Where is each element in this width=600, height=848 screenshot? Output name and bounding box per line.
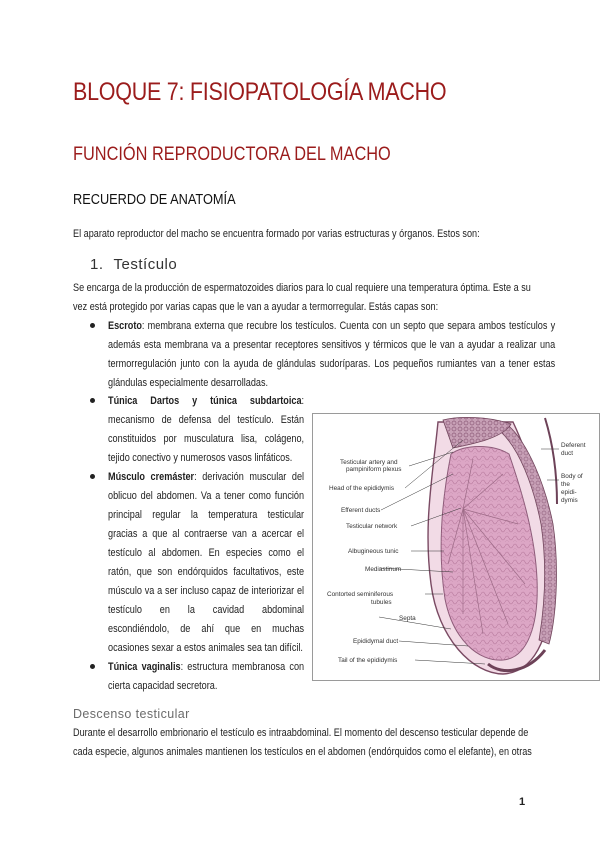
figure-label: Contorted seminiferous xyxy=(327,591,394,598)
figure-label: Tail of the epididymis xyxy=(338,657,398,664)
figure-label: Albugineous tunic xyxy=(348,548,399,555)
bullet-text: : derivación muscular del oblicuo del abdomen. Va a tener como función principal regular la temperatura testicular gracias a que al contraerse van a acercar el testículo al abdomen. En especies como el ratón, que son endórquidos facultativos, este músculo va a ser incluso capaz de interiorizar el testículo en la cavidad abdominal escondiéndolo, de ahí que en muchas ocasiones sexar a estos animales sea tan difícil. xyxy=(108,471,305,654)
figure-label: dymis xyxy=(561,497,578,504)
subheading-descenso: Descenso testicular xyxy=(73,707,190,721)
bullet-dot xyxy=(90,664,95,669)
bullet-tunica-dartos xyxy=(108,392,304,468)
figure-label: pampiniform plexus xyxy=(346,466,402,473)
bullet-term: Músculo cremáster xyxy=(108,471,195,483)
testiculo-paragraph: Se encarga de la producción de espermatozoides diarios para lo cual requiere una temperatura óptima. Este a su vez está protegido por varias capas que le van a ayudar a termorregular. Estás capas son: xyxy=(73,282,531,313)
descenso-paragraph: Durante el desarrollo embrionario el testículo es intraabdominal. El momento del descenso testicular depende de cada especie, algunos animales mantienen los testículos en el abdomen (endórquidos como el elefante), en otras xyxy=(73,727,532,758)
figure-label: Head of the epididymis xyxy=(329,485,395,492)
deferent-duct xyxy=(545,418,557,504)
bullet-term: Túnica Dartos y túnica subdartoica xyxy=(108,395,302,407)
figure-label: the xyxy=(561,481,570,488)
figure-label: duct xyxy=(561,450,574,457)
bullet-text: : membrana externa que recubre los testículos. Cuenta con un septo que separa ambos testículos y además esta membrana va a presentar receptores sensitivos y térmicos que le van a ayudar a realizar una termorregulación junto con la ayuda de glándulas sudoríparas. Los pequeños rumiantes van a tener estas glándulas especialmente desarrolladas. xyxy=(108,320,556,389)
figure-label: Body of xyxy=(561,473,583,480)
heading-label: Testículo xyxy=(113,256,178,273)
figure-label: epidi- xyxy=(561,489,577,496)
bullet-dot xyxy=(90,398,95,403)
document-title: BLOQUE 7: FISIOPATOLOGÍA MACHO xyxy=(73,78,447,106)
figure-label: Efferent ducts xyxy=(341,507,381,514)
bullet-text: : estructura membranosa con cierta capacidad secretora. xyxy=(108,661,305,692)
intro-paragraph: El aparato reproductor del macho se encuentra formado por varias estructuras y órganos. Estos son: xyxy=(73,228,480,240)
bullet-dot xyxy=(90,323,95,328)
chapter-heading: FUNCIÓN REPRODUCTORA DEL MACHO xyxy=(73,144,391,165)
figure-label: tubules xyxy=(371,599,392,606)
figure-label: Epididymal duct xyxy=(353,638,399,645)
bullet-dot xyxy=(90,474,95,479)
page-number: 1 xyxy=(519,796,526,808)
bullet-musculo-cremaster xyxy=(108,468,304,658)
bullet-term: Escroto xyxy=(108,320,142,332)
bullet-term: Túnica vaginalis xyxy=(108,661,181,673)
bullet-escroto xyxy=(108,317,555,393)
bullet-tunica-vaginalis xyxy=(108,658,304,696)
bullet-text: : mecanismo de defensa del testículo. Están constituidos por musculatura lisa, colágeno, tejido conectivo y numerosos vasos linfáticos. xyxy=(108,395,305,464)
heading-number: 1. xyxy=(90,256,104,273)
testis-anatomy-figure xyxy=(312,413,600,681)
figure-label: Testicular artery and xyxy=(340,459,398,466)
figure-label: Mediastinum xyxy=(365,566,402,573)
figure-label: Septa xyxy=(399,615,416,622)
numbered-heading-testiculo xyxy=(90,256,177,273)
testis-illustration xyxy=(313,414,599,680)
figure-label: Testicular network xyxy=(346,523,398,530)
section-heading: RECUERDO DE ANATOMÍA xyxy=(73,192,236,208)
figure-label: Deferent xyxy=(561,442,586,449)
